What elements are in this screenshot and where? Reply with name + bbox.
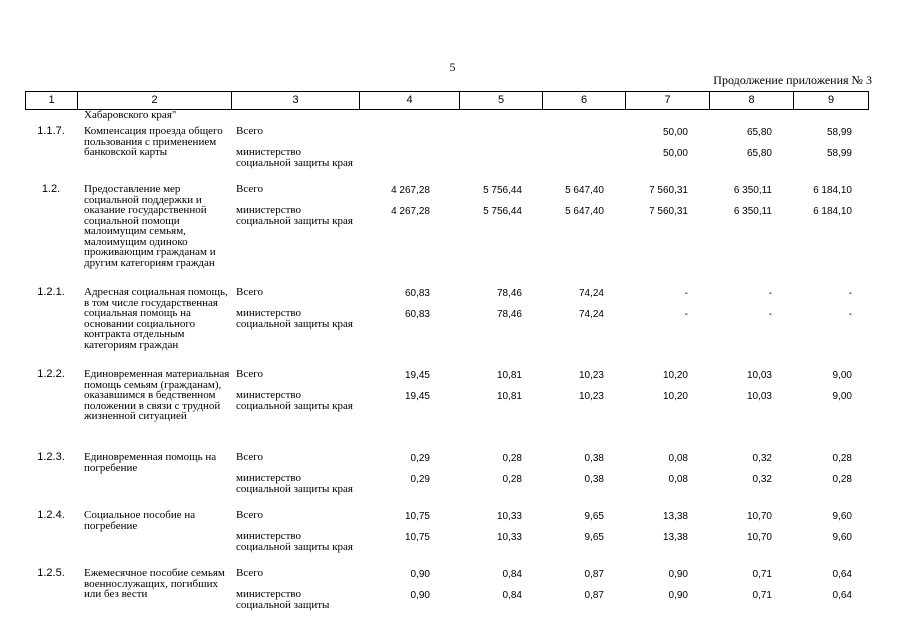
- executor-label: министерство социальной защиты края: [236, 472, 353, 495]
- executor-value: 5 647,40: [565, 206, 604, 217]
- row-name: Предоставление мер социальной поддержки и оказание государственной социальной помощи малоимущим семьям, малоимущим одиноко проживающим гражданам и другим категориям граждан: [84, 183, 216, 269]
- total-value: 9,65: [584, 511, 604, 522]
- executor-value: 60,83: [404, 309, 430, 320]
- row-name: Социальное пособие на погребение: [84, 509, 196, 532]
- executor-value: 78,46: [496, 309, 522, 320]
- total-label: Всего: [236, 368, 263, 380]
- header-cell: 9: [793, 92, 869, 109]
- continued-text: Хабаровского края": [84, 109, 177, 121]
- total-value: 65,80: [746, 127, 772, 138]
- executor-value: 6 350,11: [733, 206, 772, 217]
- total-value: 9,00: [832, 370, 852, 381]
- row-name: Единовременная материальная помощь семьям (гражданам), оказавшимся в бедственном положении в связи с трудной жизненной ситуацией: [84, 368, 230, 422]
- total-label: Всего: [236, 125, 263, 137]
- total-value: 0,32: [752, 453, 772, 464]
- total-value: 5 756,44: [483, 185, 522, 196]
- executor-value: 9,00: [832, 391, 852, 402]
- executor-value: 13,38: [662, 532, 688, 543]
- executor-value: 0,87: [584, 590, 604, 601]
- row-name: Адресная социальная помощь, в том числе государственная социальная помощь на основании социального контракта отдельным категориям граждан: [84, 286, 228, 351]
- row-number: 1.2.: [41, 183, 61, 195]
- executor-value: 58,99: [826, 148, 852, 159]
- total-value: 58,99: [826, 127, 852, 138]
- total-value: 74,24: [578, 288, 604, 299]
- total-value: 0,28: [832, 453, 852, 464]
- row-name: Ежемесячное пособие семьям военнослужащих, погибших или без вести: [84, 567, 225, 600]
- executor-value: 74,24: [578, 309, 604, 320]
- executor-label: министерство социальной защиты края: [236, 307, 353, 330]
- executor-value: 10,23: [578, 391, 604, 402]
- page-number: 5: [449, 60, 456, 74]
- row-number: 1.2.2.: [37, 368, 65, 380]
- total-value: 10,33: [496, 511, 522, 522]
- executor-value: 19,45: [404, 391, 430, 402]
- total-value: 10,81: [496, 370, 522, 381]
- executor-value: 0,90: [668, 590, 688, 601]
- total-value: 0,90: [668, 569, 688, 580]
- total-value: 0,64: [832, 569, 852, 580]
- table-header: [25, 91, 869, 110]
- header-cell: 2: [77, 92, 231, 109]
- total-value: 50,00: [662, 127, 688, 138]
- executor-label: министерство социальной защиты края: [236, 389, 353, 412]
- executor-label: министерство социальной защиты края: [236, 530, 353, 553]
- executor-value: 10,81: [496, 391, 522, 402]
- header-cell: 1: [25, 92, 77, 109]
- executor-value: 9,60: [832, 532, 852, 543]
- executor-value: 0,08: [668, 474, 688, 485]
- executor-value: 4 267,28: [391, 206, 430, 217]
- total-label: Всего: [236, 509, 263, 521]
- total-value: 10,70: [746, 511, 772, 522]
- row-number: 1.1.7.: [37, 125, 65, 137]
- total-value: 0,08: [668, 453, 688, 464]
- executor-value: 50,00: [662, 148, 688, 159]
- executor-value: 0,38: [584, 474, 604, 485]
- total-value: 0,28: [502, 453, 522, 464]
- row-name: Компенсация проезда общего пользования с применением банковской карты: [84, 125, 223, 158]
- header-cell: 6: [542, 92, 625, 109]
- executor-value: 0,28: [502, 474, 522, 485]
- total-value: 19,45: [404, 370, 430, 381]
- row-number: 1.2.4.: [37, 509, 65, 521]
- continuation-label: Продолжение приложения № 3: [713, 73, 872, 87]
- executor-value: 0,29: [410, 474, 430, 485]
- executor-value: 10,75: [404, 532, 430, 543]
- total-value: 13,38: [662, 511, 688, 522]
- total-value: 0,29: [410, 453, 430, 464]
- executor-value: 0,90: [410, 590, 430, 601]
- executor-value: 9,65: [584, 532, 604, 543]
- executor-value: 6 184,10: [813, 206, 852, 217]
- total-value: 4 267,28: [391, 185, 430, 196]
- row-number: 1.2.3.: [37, 451, 65, 463]
- total-value: 10,03: [746, 370, 772, 381]
- executor-value: 10,03: [746, 391, 772, 402]
- executor-label: министерство социальной защиты края: [236, 146, 353, 169]
- executor-value: 7 560,31: [649, 206, 688, 217]
- executor-label: министерство социальной защиты края: [236, 204, 353, 227]
- total-value: 0,90: [410, 569, 430, 580]
- total-value: 0,87: [584, 569, 604, 580]
- total-value: 6 184,10: [813, 185, 852, 196]
- total-value: 60,83: [404, 288, 430, 299]
- executor-value: -: [848, 309, 852, 320]
- total-value: -: [684, 288, 688, 299]
- header-cell: 4: [359, 92, 459, 109]
- total-value: 10,23: [578, 370, 604, 381]
- total-value: 0,71: [752, 569, 772, 580]
- executor-value: 0,28: [832, 474, 852, 485]
- total-value: 0,38: [584, 453, 604, 464]
- total-value: 0,84: [502, 569, 522, 580]
- row-name: Единовременная помощь на погребение: [84, 451, 217, 474]
- header-cell: 8: [709, 92, 793, 109]
- executor-value: -: [684, 309, 688, 320]
- total-value: 9,60: [832, 511, 852, 522]
- executor-value: 65,80: [746, 148, 772, 159]
- total-value: 5 647,40: [565, 185, 604, 196]
- executor-value: 0,84: [502, 590, 522, 601]
- executor-value: 10,33: [496, 532, 522, 543]
- header-cell: 5: [459, 92, 542, 109]
- row-number: 1.2.1.: [37, 286, 65, 298]
- executor-value: -: [768, 309, 772, 320]
- executor-value: 10,20: [662, 391, 688, 402]
- total-value: -: [848, 288, 852, 299]
- executor-value: 5 756,44: [483, 206, 522, 217]
- row-number: 1.2.5.: [37, 567, 65, 579]
- total-value: 10,75: [404, 511, 430, 522]
- total-value: 7 560,31: [649, 185, 688, 196]
- executor-label: министерство социальной защиты: [236, 588, 330, 611]
- total-value: -: [768, 288, 772, 299]
- total-label: Всего: [236, 567, 263, 579]
- executor-value: 0,71: [752, 590, 772, 601]
- total-value: 78,46: [496, 288, 522, 299]
- total-label: Всего: [236, 286, 263, 298]
- executor-value: 10,70: [746, 532, 772, 543]
- total-label: Всего: [236, 451, 263, 463]
- total-value: 6 350,11: [733, 185, 772, 196]
- total-value: 10,20: [662, 370, 688, 381]
- executor-value: 0,32: [752, 474, 772, 485]
- total-label: Всего: [236, 183, 263, 195]
- header-cell: 7: [625, 92, 709, 109]
- executor-value: 0,64: [832, 590, 852, 601]
- header-cell: 3: [231, 92, 359, 109]
